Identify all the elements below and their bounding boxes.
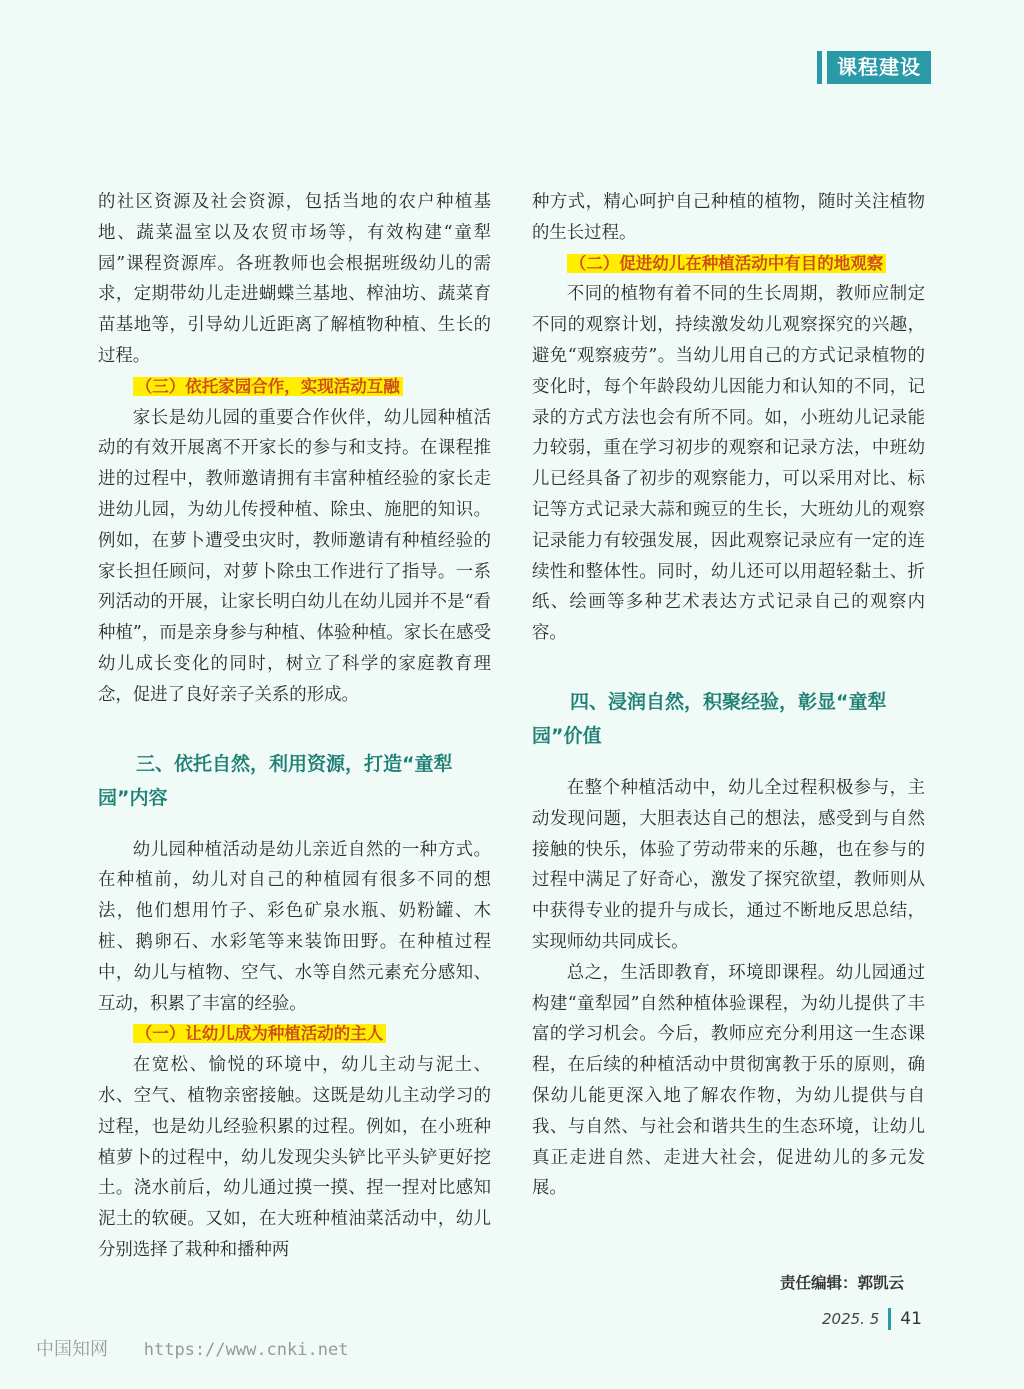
- footer-divider: [888, 1308, 891, 1330]
- editor-credit: 责任编辑：郭凯云: [780, 1273, 905, 1292]
- watermark-url: https://www.cnki.net: [143, 1340, 349, 1360]
- issue-number: 2025. 5: [822, 1310, 880, 1328]
- section-tag: [817, 51, 931, 84]
- subheading: [98, 372, 491, 403]
- subheading-text: （三）依托家园合作，实现活动互融: [133, 377, 403, 396]
- watermark-site-name: 中国知网: [36, 1339, 108, 1360]
- paragraph: 家长是幼儿园的重要合作伙伴，幼儿园种植活动的有效开展离不开家长的参与和支持。在课程推进的过程中，教师邀请拥有丰富种植经验的家长走进幼儿园，为幼儿传授种植、除虫、施肥的知识。例如，在萝卜遭受虫灾时，教师邀请有种植经验的家长担任顾问，对萝卜除虫工作进行了指导。一系列活动的开展，让家长明白幼儿在幼儿园并不是“看种植”，而是亲身参与种植、体验种植。家长在感受幼儿成长变化的同时，树立了科学的家庭教育理念，促进了良好亲子关系的形成。: [98, 407, 491, 705]
- subheading: [532, 249, 925, 280]
- page-number: 41: [900, 1309, 922, 1329]
- paragraph: 在整个种植活动中，幼儿全过程积极参与，主动发现问题，大胆表达自己的想法，感受到与自然接触的快乐，体验了劳动带来的乐趣，也在参与的过程中满足了好奇心，激发了探究欲望，教师则从中获得专业的提升与成长，通过不断地反思总结，实现师幼共同成长。: [532, 777, 925, 952]
- section-heading: 三、依托自然，利用资源，打造“童犁园”内容: [98, 752, 453, 809]
- right-column: [532, 187, 925, 1204]
- subheading-text: （一）让幼儿成为种植活动的主人: [133, 1024, 387, 1043]
- section-heading: 四、浸润自然，积聚经验，彰显“童犁园”价值: [532, 690, 887, 747]
- section-label: 课程建设: [827, 51, 931, 84]
- paragraph: 的社区资源及社会资源，包括当地的农户种植基地、蔬菜温室以及农贸市场等，有效构建“童犁园”课程资源库。各班教师也会根据班级幼儿的需求，定期带幼儿走进蝴蝶兰基地、榨油坊、蔬菜育苗基地等，引导幼儿近距离了解植物种植、生长的过程。: [98, 192, 491, 366]
- paragraph: 总之，生活即教育，环境即课程。幼儿园通过构建“童犁园”自然种植体验课程，为幼儿提供了丰富的学习机会。今后，教师应充分利用这一生态课程，在后续的种植活动中贯彻寓教于乐的原则，确保幼儿能更深入地了解农作物，为幼儿提供与自我、与自然、与社会和谐共生的生态环境，让幼儿真正走进自然、走进大社会，促进幼儿的多元发展。: [532, 962, 925, 1199]
- paragraph: 种方式，精心呵护自己种植的植物，随时关注植物的生长过程。: [532, 192, 925, 243]
- section-tag-bar: [817, 51, 822, 84]
- paragraph: 不同的植物有着不同的生长周期，教师应制定不同的观察计划，持续激发幼儿观察探究的兴趣，避免“观察疲劳”。当幼儿用自己的方式记录植物的变化时，每个年龄段幼儿因能力和认知的不同，记录的方式方法也会有所不同。如，小班幼儿记录能力较弱，重在学习初步的观察和记录方法，中班幼儿已经具备了初步的观察能力，可以采用对比、标记等方式记录大蒜和豌豆的生长，大班幼儿的观察记录能力有较强发展，因此观察记录应有一定的连续性和整体性。同时，幼儿还可以用超轻黏土、折纸、绘画等多种艺术表达方式记录自己的观察内容。: [532, 284, 925, 644]
- watermark: [36, 1335, 348, 1361]
- paragraph: 幼儿园种植活动是幼儿亲近自然的一种方式。在种植前，幼儿对自己的种植园有很多不同的想法，他们想用竹子、彩色矿泉水瓶、奶粉罐、木桩、鹅卵石、水彩笔等来装饰田野。在种植过程中，幼儿与植物、空气、水等自然元素充分感知、互动，积累了丰富的经验。: [98, 839, 491, 1014]
- subheading-text: （二）促进幼儿在种植活动中有目的地观察: [567, 254, 887, 273]
- subheading: [98, 1019, 491, 1050]
- left-column: [98, 187, 491, 1266]
- page-footer: [822, 1308, 922, 1330]
- paragraph: 在宽松、愉悦的环境中，幼儿主动与泥土、水、空气、植物亲密接触。这既是幼儿主动学习的过程，也是幼儿经验积累的过程。例如，在小班种植萝卜的过程中，幼儿发现尖头铲比平头铲更好挖土。浇水前后，幼儿通过摸一摸、捏一捏对比感知泥土的软硬。又如，在大班种植油菜活动中，幼儿分别选择了栽种和播种两: [98, 1055, 491, 1260]
